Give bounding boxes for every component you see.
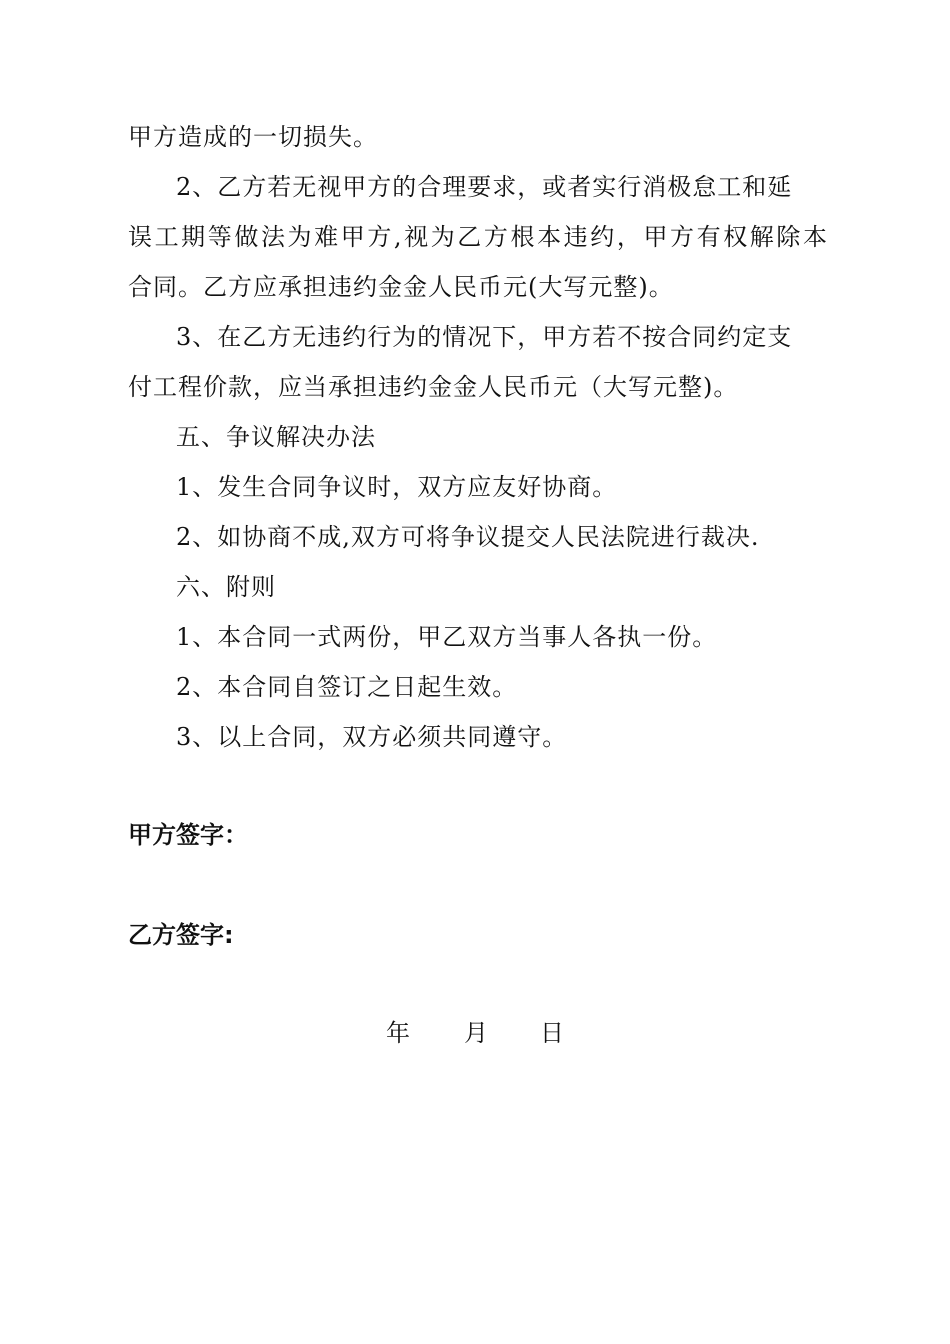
text-line-9: 2、如协商不成,双方可将争议提交人民法院进行裁决. — [176, 523, 760, 551]
date-year-label: 年 — [386, 1019, 410, 1047]
text-line-2: 2、乙方若无视甲方的合理要求，或者实行消极怠工和延 — [176, 173, 793, 201]
date-month-label: 月 — [464, 1019, 488, 1047]
party-a-signature-label: 甲方签字： — [128, 821, 248, 849]
text-line-1: 甲方造成的一切损失。 — [128, 123, 378, 151]
text-line-13: 3、以上合同，双方必须共同遵守。 — [176, 723, 568, 751]
date-day-label: 日 — [540, 1019, 564, 1047]
text-line-5: 3、在乙方无违约行为的情况下，甲方若不按合同约定支 — [176, 323, 793, 351]
text-line-11: 1、本合同一式两份，甲乙双方当事人各执一份。 — [176, 623, 718, 651]
text-line-12: 2、本合同自签订之日起生效。 — [176, 673, 518, 701]
section-heading-supplementary: 六、附则 — [176, 573, 276, 601]
text-line-4: 合同。乙方应承担违约金金人民币元(大写元整)。 — [128, 273, 674, 301]
party-b-signature-label: 乙方签字: — [128, 921, 234, 949]
text-line-6: 付工程价款，应当承担违约金金人民币元（大写元整)。 — [128, 373, 739, 401]
text-line-8: 1、发生合同争议时，双方应友好协商。 — [176, 473, 618, 501]
text-line-3: 误工期等做法为难甲方,视为乙方根本违约，甲方有权解除本 — [128, 223, 828, 251]
section-heading-dispute: 五、争议解决办法 — [176, 423, 376, 451]
